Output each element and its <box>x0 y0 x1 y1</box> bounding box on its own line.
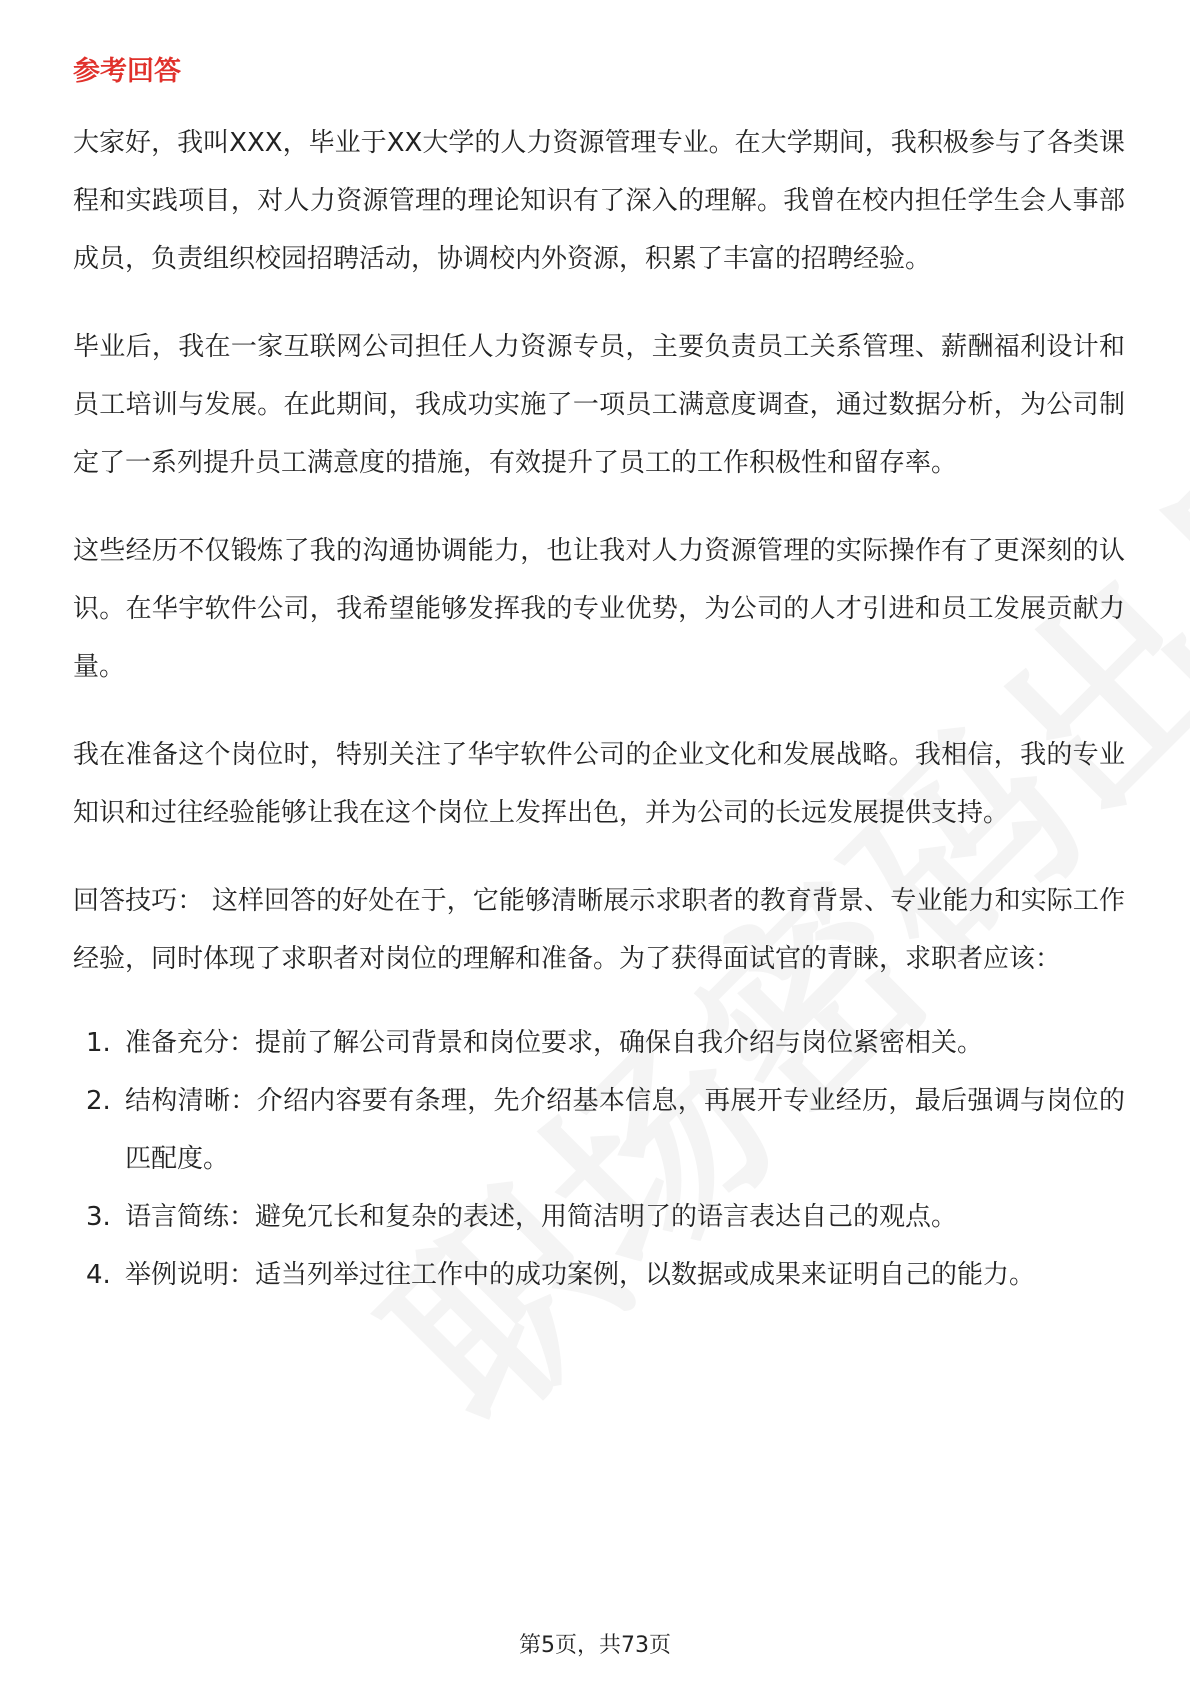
list-item <box>73 1014 1125 1072</box>
page-footer: 第5页，共73页 <box>519 1633 671 1658</box>
list-item <box>73 1246 1125 1304</box>
list-item-text: 准备充分：提前了解公司背景和岗位要求，确保自我介绍与岗位紧密相关。 <box>125 1028 984 1058</box>
list-item-text: 语言简练：避免冗长和复杂的表述，用简洁明了的语言表达自己的观点。 <box>125 1202 958 1232</box>
answer-paragraph-3: 这些经历不仅锻炼了我的沟通协调能力，也让我对人力资源管理的实际操作有了更深刻的认识。在华宇软件公司，我希望能够发挥我的专业优势，为公司的人才引进和员工发展贡献力量。 <box>73 536 1125 682</box>
list-item <box>73 1188 1125 1246</box>
tips-list <box>73 1014 1125 1304</box>
answer-paragraph-2: 毕业后，我在一家互联网公司担任人力资源专员，主要负责员工关系管理、薪酬福利设计和员工培训与发展。在此期间，我成功实施了一项员工满意度调查，通过数据分析，为公司制定了一系列提升员工满意度的措施，有效提升了员工的工作积极性和留存率。 <box>73 332 1125 478</box>
list-item-number: 1. <box>86 1028 111 1058</box>
list-item-number: 3. <box>86 1202 111 1232</box>
tips-paragraph: 回答技巧： 这样回答的好处在于，它能够清晰展示求职者的教育背景、专业能力和实际工作经验，同时体现了求职者对岗位的理解和准备。为了获得面试官的青睐，求职者应该： <box>73 886 1125 974</box>
answer-paragraph-1: 大家好，我叫XXX，毕业于XX大学的人力资源管理专业。在大学期间，我积极参与了各类课程和实践项目，对人力资源管理的理论知识有了深入的理解。我曾在校内担任学生会人事部成员，负责组织校园招聘活动，协调校内外资源，积累了丰富的招聘经验。 <box>73 128 1125 274</box>
list-item-number: 2. <box>86 1086 111 1116</box>
answer-paragraph-4: 我在准备这个岗位时，特别关注了华宇软件公司的企业文化和发展战略。我相信，我的专业知识和过往经验能够让我在这个岗位上发挥出色，并为公司的长远发展提供支持。 <box>73 740 1125 828</box>
section-heading: 参考回答 <box>73 56 181 87</box>
list-item-text: 结构清晰：介绍内容要有条理，先介绍基本信息，再展开专业经历，最后强调与岗位的匹配度。 <box>125 1086 1125 1174</box>
list-item <box>73 1072 1125 1188</box>
list-item-number: 4. <box>86 1260 111 1290</box>
content-area <box>73 48 1125 1304</box>
list-item-text: 举例说明：适当列举过往工作中的成功案例，以数据或成果来证明自己的能力。 <box>125 1260 1036 1290</box>
